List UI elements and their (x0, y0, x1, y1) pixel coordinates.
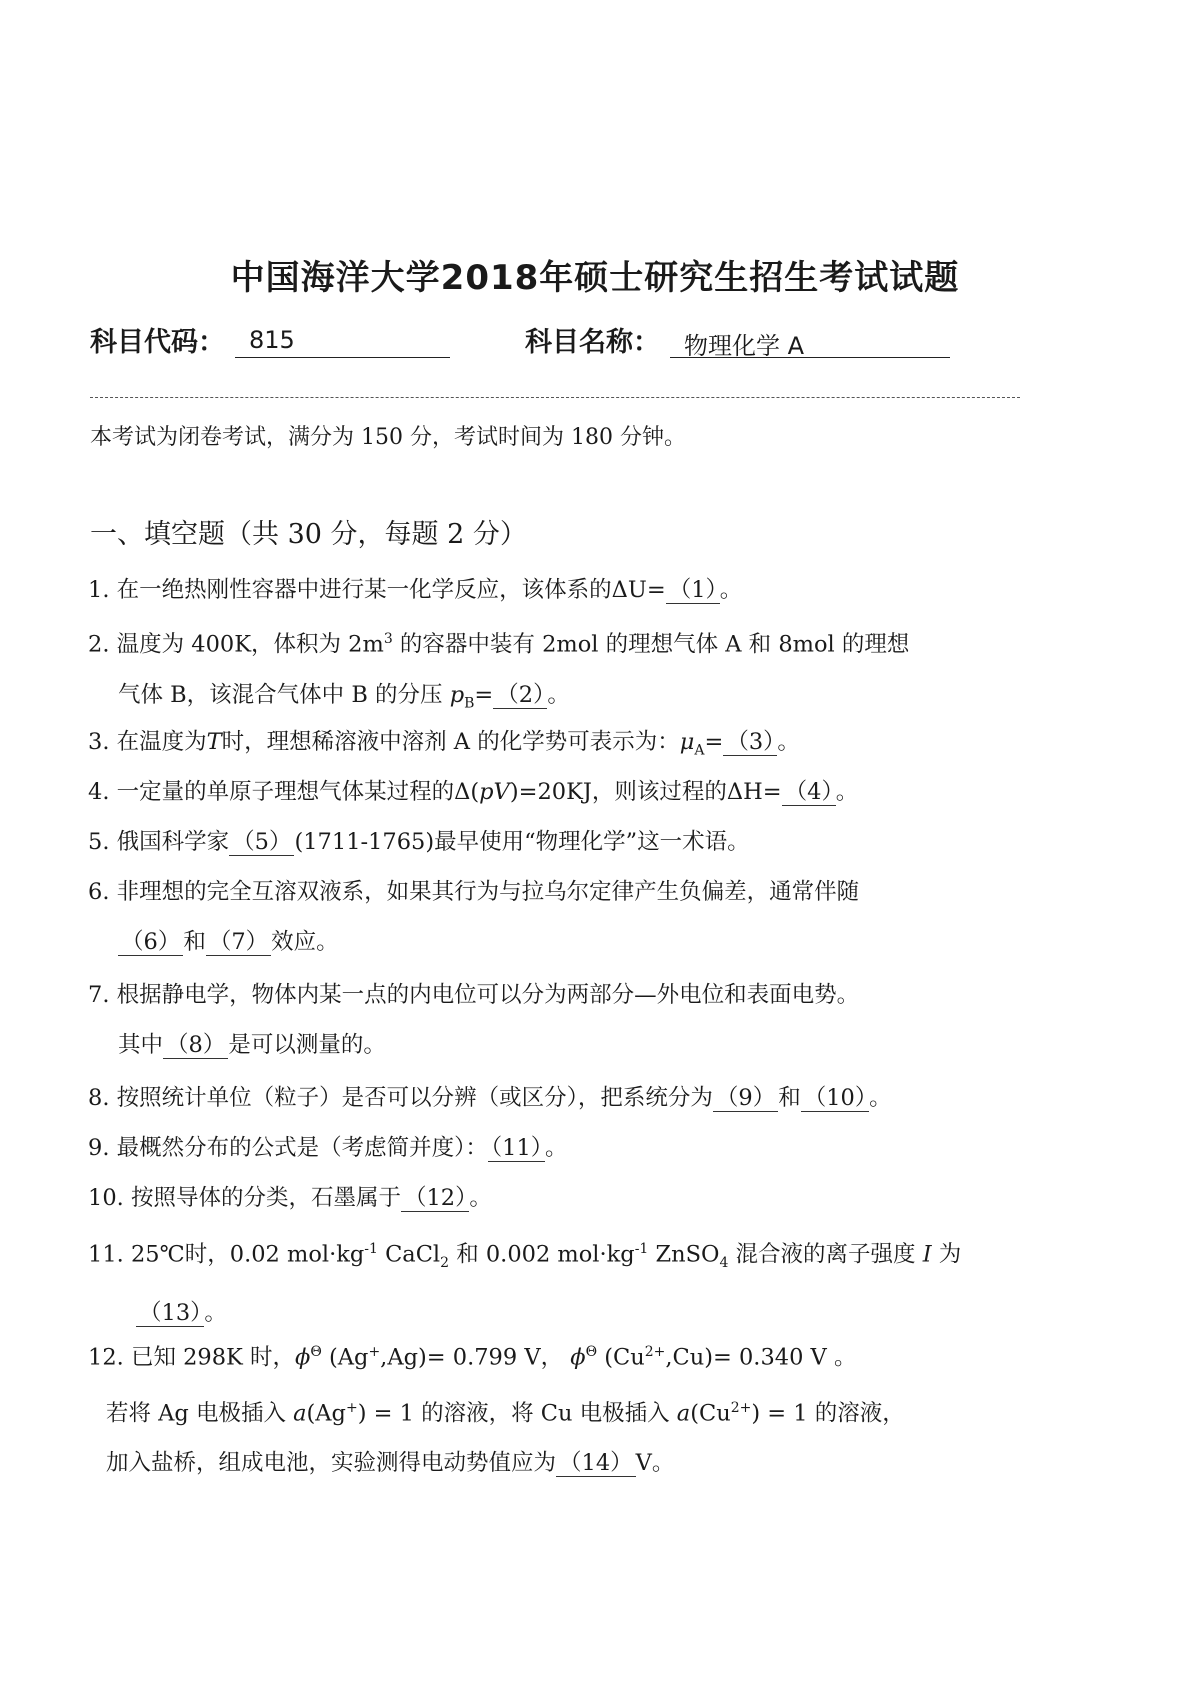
question-3: 3. 在温度为T时，理想稀溶液中溶剂 A 的化学势可表示为：$\mu_A= (3)$ 。 (88, 729, 800, 759)
separator-dashed-line (90, 397, 1020, 398)
question-6: 6. 非理想的完全互溶双液系，如果其行为与拉乌尔定律产生负偏差，通常伴随 （6） 和 （7） 效应。 (88, 879, 860, 955)
subject-name-label: 科目名称： (525, 327, 660, 358)
section-title: 一、填空题（共 30 分，每题 2 分） (90, 519, 527, 550)
subject-code-value: 815 (235, 326, 450, 358)
blank-3: （3） (723, 729, 777, 756)
question-5: 5. 俄国科学家 （5） (1711-1765)最早使用“物理化学”这一术语。 (88, 829, 750, 855)
exam-instructions: 本考试为闭卷考试，满分为 150 分，考试时间为 180 分钟。 (90, 425, 686, 450)
question-11: 11. 25℃时，0.02 $mol\cdot kg^{-1}$ CaCl$_2$ 和 0.002 $mol\cdot kg^{-1}$ ZnSO$_4$ 混合液的离子强度 I 为 （13） 。 (88, 1241, 962, 1326)
blank-13: （13） (136, 1300, 204, 1327)
blank-2: （2） (493, 682, 547, 709)
question-7: 7. 根据静电学，物体内某一点的内电位可以分为两部分—外电位和表面电势。 其中 （8） 是可以测量的。 (88, 982, 860, 1058)
blank-9: （9） (713, 1085, 778, 1112)
subject-row (90, 320, 1020, 364)
blank-10: （10） (801, 1085, 869, 1112)
question-12: 12. 已知 298K 时，$\phi^\Theta$ (Ag+,Ag)= 0.799 V， $\phi^\Theta$ $(Cu^{2+},Cu)= 0.340$ V 。 若将 Ag 电极插入 a(Ag+) = 1 的溶液，将 Cu 电极插入 $a(Cu^{2+}) = 1$ 的溶液， 加入盐桥，组成电池，实验测得电动势值应为 （14） V。 (88, 1344, 905, 1476)
blank-7: （7） (206, 929, 271, 956)
subject-name-value: 物理化学 A (670, 326, 950, 358)
blank-12: （12） (401, 1185, 469, 1212)
blank-4: （4） (782, 779, 836, 806)
subject-code-label: 科目代码： (90, 327, 225, 358)
question-8: 8. 按照统计单位（粒子）是否可以分辨（或区分），把系统分为 （9） 和 （10） 。 (88, 1085, 892, 1111)
blank-14: （14） (556, 1450, 636, 1477)
question-1: 1. 在一绝热刚性容器中进行某一化学反应，该体系的ΔU= （1） 。 (88, 577, 743, 603)
question-4: 4. 一定量的单原子理想气体某过程的Δ(pV)=20KJ，则该过程的ΔH= （4） 。 (88, 779, 859, 805)
question-9: 9. 最概然分布的公式是（考虑简并度）： （11） 。 (88, 1135, 568, 1161)
blank-6: （6） (118, 929, 183, 956)
blank-5: （5） (229, 829, 294, 856)
question-10: 10. 按照导体的分类，石墨属于 （12） 。 (88, 1185, 492, 1211)
question-2: 2. 温度为 400K，体积为 $2m^3$ 的容器中装有 2mol 的理想气体 A 和 8mol 的理想 气体 B，该混合气体中 B 的分压 $p_B= (2)$ 。 (88, 631, 910, 711)
blank-1: （1） (666, 577, 720, 604)
blank-11: （11） (488, 1135, 545, 1162)
exam-title: 中国海洋大学2018年硕士研究生招生考试试题 (230, 258, 960, 298)
blank-8: （8） (163, 1032, 228, 1059)
